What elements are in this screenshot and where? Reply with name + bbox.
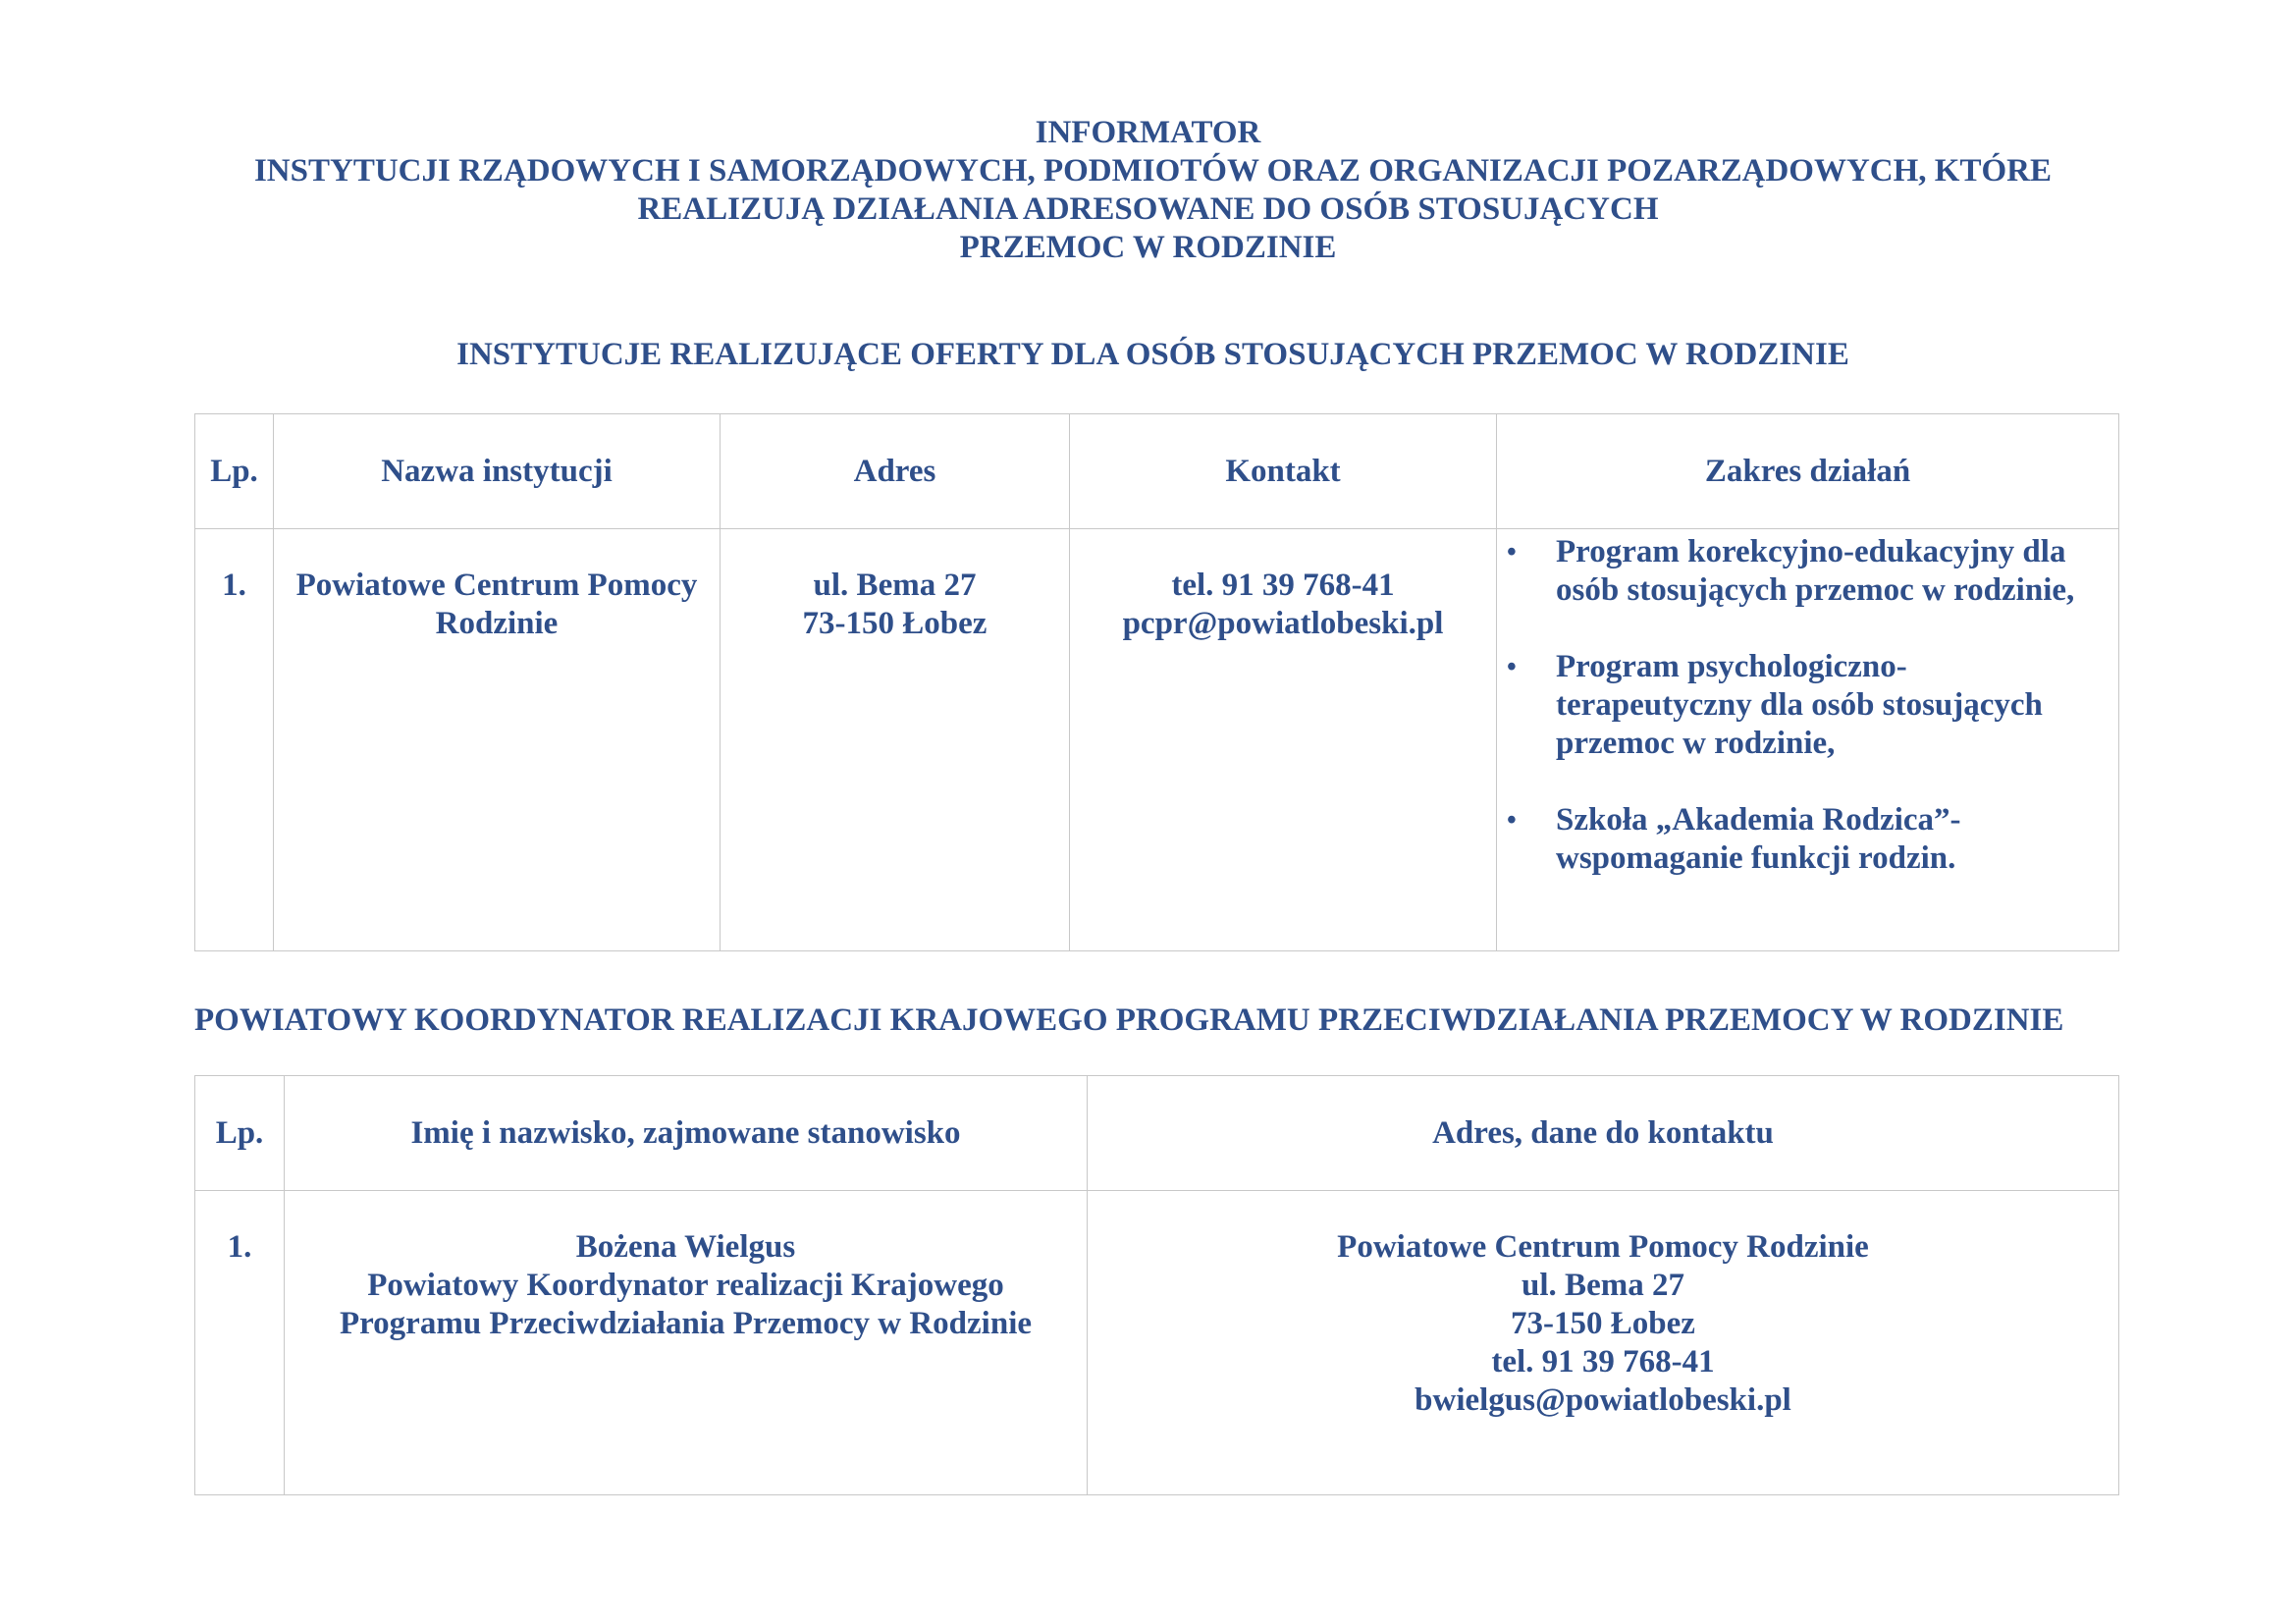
scope-line: wspomaganie funkcji rodzin.: [1556, 840, 1956, 876]
table-row: [195, 1191, 2119, 1495]
person-position-line: Programu Przeciwdziałania Przemocy w Rodzinie: [339, 1306, 1033, 1341]
scope-line: Program korekcyjno-edukacyjny dla: [1556, 534, 2066, 569]
institutions-table: [194, 413, 2119, 951]
scope-line: osób stosujących przemoc w rodzinie,: [1556, 572, 2075, 608]
bullet-icon: •: [1507, 537, 1517, 568]
title-line: INSTYTUCJI RZĄDOWYCH I SAMORZĄDOWYCH, PODMIOTÓW ORAZ ORGANIZACJI POZARZĄDOWYCH, KTÓRE: [253, 153, 2053, 189]
phone-text: tel. 91 39 768-41: [1171, 568, 1395, 603]
coordinator-contact: [1088, 1191, 2119, 1495]
person-name: Bożena Wielgus: [575, 1229, 796, 1265]
title-line: REALIZUJĄ DZIAŁANIA ADRESOWANE DO OSÓB STOSUJĄCYCH: [637, 191, 1659, 227]
institution-name-line: Rodzinie: [435, 606, 559, 641]
person-position-line: Powiatowy Koordynator realizacji Krajowego: [367, 1268, 1004, 1303]
scope-line: Program psychologiczno-: [1556, 649, 1907, 684]
table-header-row: [195, 414, 2119, 529]
column-header-address: Adres: [721, 414, 1070, 529]
title-line: INFORMATOR: [1035, 115, 1261, 150]
address-line: 73-150 Łobez: [802, 606, 988, 641]
institution-name-line: Powiatowe Centrum Pomocy: [295, 568, 698, 603]
bullet-icon: •: [1507, 805, 1517, 836]
scope-list: [1497, 533, 2109, 878]
section-heading-coordinator: POWIATOWY KOORDYNATOR REALIZACJI KRAJOWEGO PROGRAMU PRZECIWDZIAŁANIA PRZEMOCY W RODZINIE: [194, 1002, 2064, 1038]
row-number: 1.: [195, 1191, 285, 1495]
column-header-person: Imię i nazwisko, zajmowane stanowisko: [285, 1076, 1088, 1191]
scope-line: przemoc w rodzinie,: [1556, 726, 1836, 761]
title-line: PRZEMOC W RODZINIE: [959, 230, 1337, 265]
row-number: 1.: [195, 529, 274, 951]
list-item: [1497, 648, 2109, 763]
phone-text: tel. 91 39 768-41: [1491, 1344, 1715, 1380]
list-item: [1497, 801, 2109, 878]
list-item: [1497, 533, 2109, 610]
bullet-icon: •: [1507, 652, 1517, 682]
column-header-scope: Zakres działań: [1497, 414, 2119, 529]
column-header-name: Nazwa instytucji: [274, 414, 721, 529]
address-line: 73-150 Łobez: [1511, 1306, 1695, 1341]
table-row: [195, 529, 2119, 951]
scope-line: Szkoła „Akademia Rodzica”-: [1556, 802, 1961, 838]
document-title: [0, 114, 2296, 267]
institution-address: [721, 529, 1070, 951]
section-heading-institutions: INSTYTUCJE REALIZUJĄCE OFERTY DLA OSÓB STOSUJĄCYCH PRZEMOC W RODZINIE: [456, 337, 1849, 372]
column-header-contact: Kontakt: [1070, 414, 1497, 529]
contact-institution: Powiatowe Centrum Pomocy Rodzinie: [1337, 1229, 1869, 1265]
column-header-lp: Lp.: [195, 1076, 285, 1191]
coordinator-table: [194, 1075, 2119, 1495]
address-line: ul. Bema 27: [1522, 1268, 1684, 1303]
column-header-contact: Adres, dane do kontaktu: [1088, 1076, 2119, 1191]
address-line: ul. Bema 27: [813, 568, 977, 603]
coordinator-person: [285, 1191, 1088, 1495]
scope-line: terapeutyczny dla osób stosujących: [1556, 687, 2043, 723]
column-header-lp: Lp.: [195, 414, 274, 529]
email-text: pcpr@powiatlobeski.pl: [1122, 606, 1444, 641]
scope-of-activities: [1497, 529, 2119, 951]
institution-name: [274, 529, 721, 951]
table-header-row: [195, 1076, 2119, 1191]
institution-contact: [1070, 529, 1497, 951]
email-text: bwielgus@powiatlobeski.pl: [1415, 1382, 1791, 1418]
